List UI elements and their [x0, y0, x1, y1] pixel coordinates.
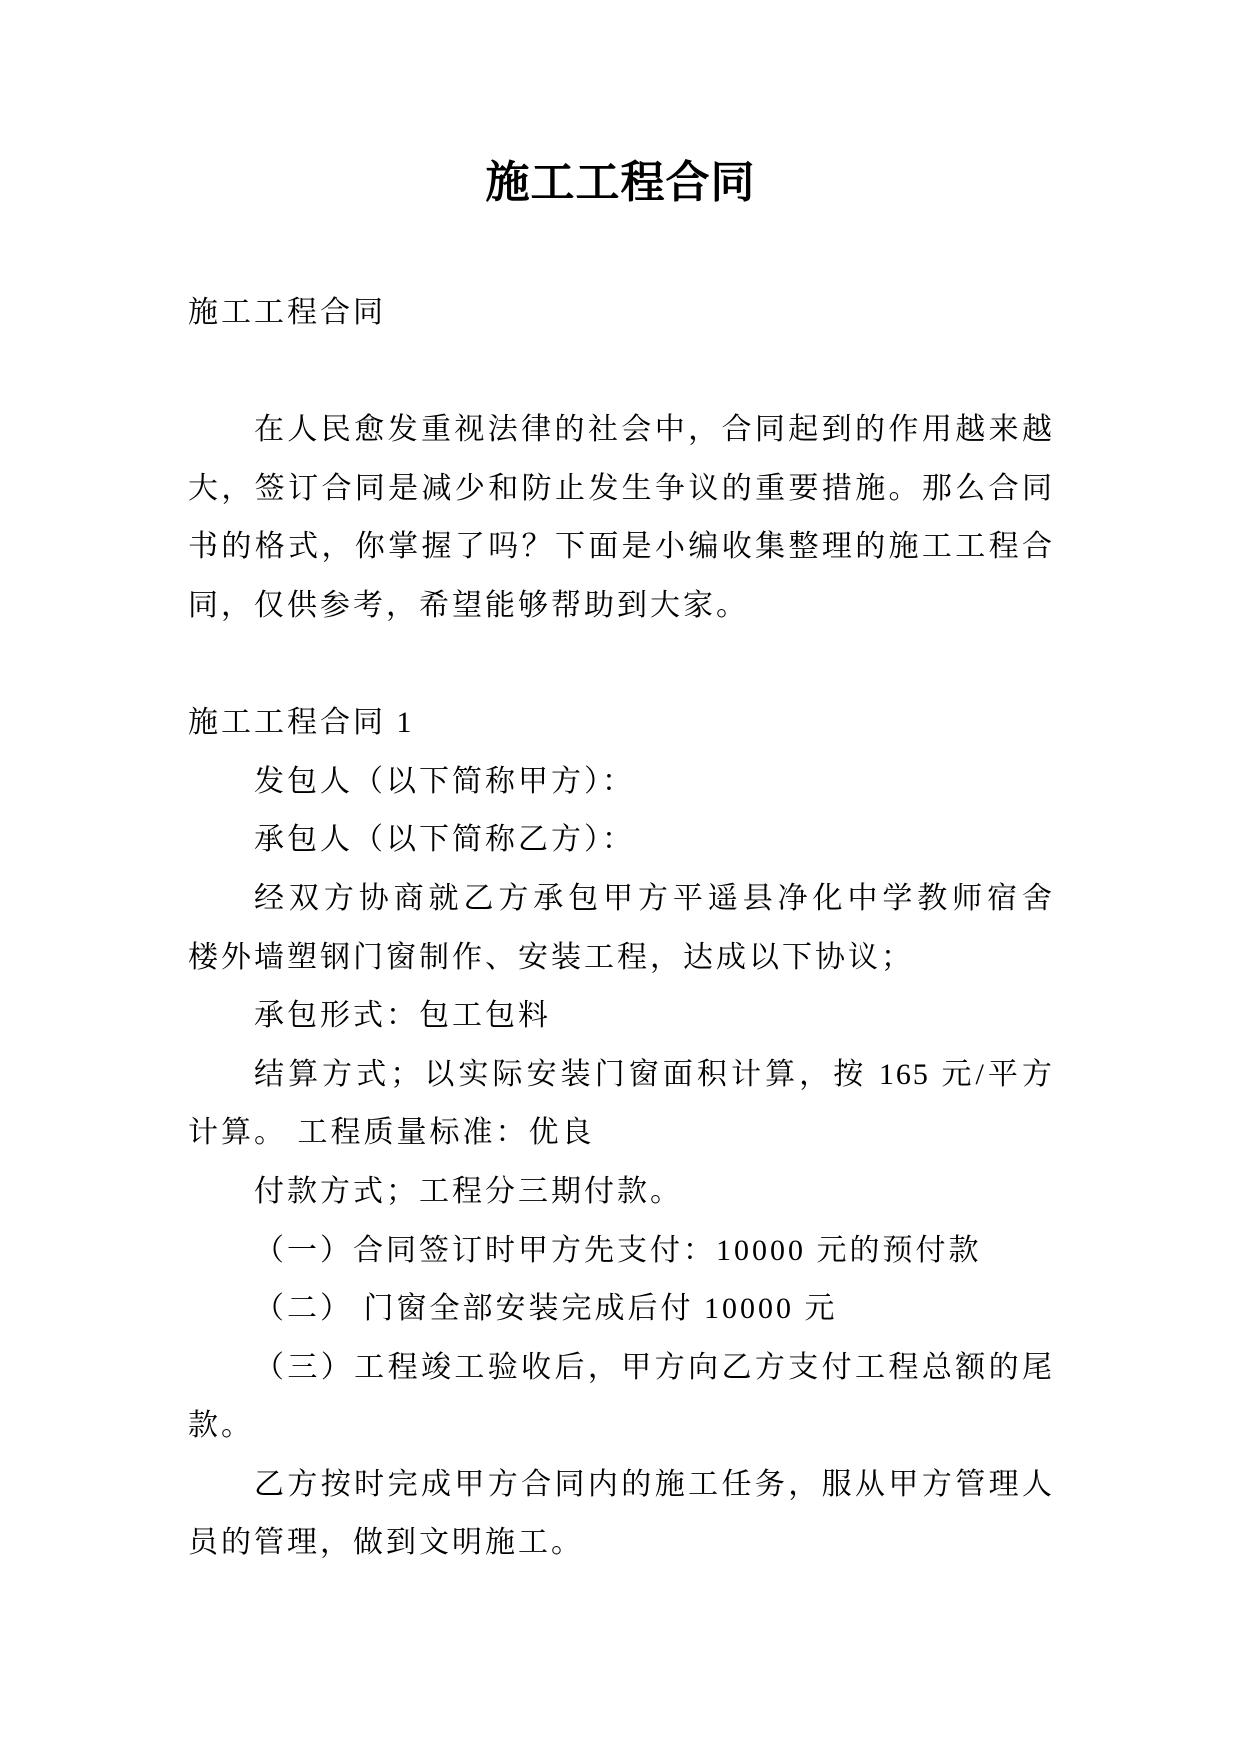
- employer-line: 发包人（以下简称甲方）：: [254, 764, 635, 798]
- agreement-line: 经双方协商就乙方承包甲方平遥县净化中学教师宿舍: [254, 881, 1054, 915]
- settlement-line: 结算方式；以实际安装门窗面积计算，按 165 元/平方: [254, 1057, 1054, 1091]
- installment-3-line: （三）工程竣工验收后，甲方向乙方支付工程总额的尾: [254, 1350, 1054, 1384]
- payment-method-line: 付款方式；工程分三期付款。: [254, 1174, 683, 1208]
- agreement-paragraph: [188, 870, 1054, 987]
- intro-line: 书的格式，你掌握了吗？下面是小编收集整理的施工工程合: [188, 530, 1054, 564]
- installment-2-line: （二） 门窗全部安装完成后付 10000 元: [254, 1292, 838, 1326]
- intro-line: 同，仅供参考，希望能够帮助到大家。: [188, 588, 749, 622]
- settlement-line: 计算。 工程质量标准：优良: [188, 1116, 595, 1150]
- page-title: 施工工程合同: [485, 158, 756, 207]
- contract-form-line: 承包形式：包工包料: [254, 999, 551, 1033]
- contract-heading: 施工工程合同 1: [188, 706, 415, 740]
- intro-line: 在人民愈发重视法律的社会中，合同起到的作用越来越: [254, 413, 1054, 447]
- settlement-paragraph: [188, 1046, 1054, 1163]
- obligation-line: 员的管理，做到文明施工。: [188, 1526, 584, 1560]
- obligation-line: 乙方按时完成甲方合同内的施工任务，服从甲方管理人: [254, 1467, 1054, 1501]
- contractor-line: 承包人（以下简称乙方）：: [254, 823, 635, 857]
- document-heading: 施工工程合同: [188, 296, 386, 329]
- intro-paragraph: [188, 401, 1054, 635]
- installment-3-line: 款。: [188, 1409, 254, 1443]
- intro-line: 大，签订合同是减少和防止发生争议的重要措施。那么合同: [188, 471, 1054, 505]
- agreement-line: 楼外墙塑钢门窗制作、安装工程，达成以下协议；: [188, 940, 914, 974]
- obligation-paragraph: [188, 1456, 1054, 1573]
- paragraph-spacer: [188, 636, 1054, 695]
- installment-1-line: （一）合同签订时甲方先支付：10000 元的预付款: [254, 1233, 982, 1267]
- document-body: [188, 284, 1054, 1573]
- installment-3-paragraph: [188, 1339, 1054, 1456]
- paragraph-spacer: [188, 343, 1054, 402]
